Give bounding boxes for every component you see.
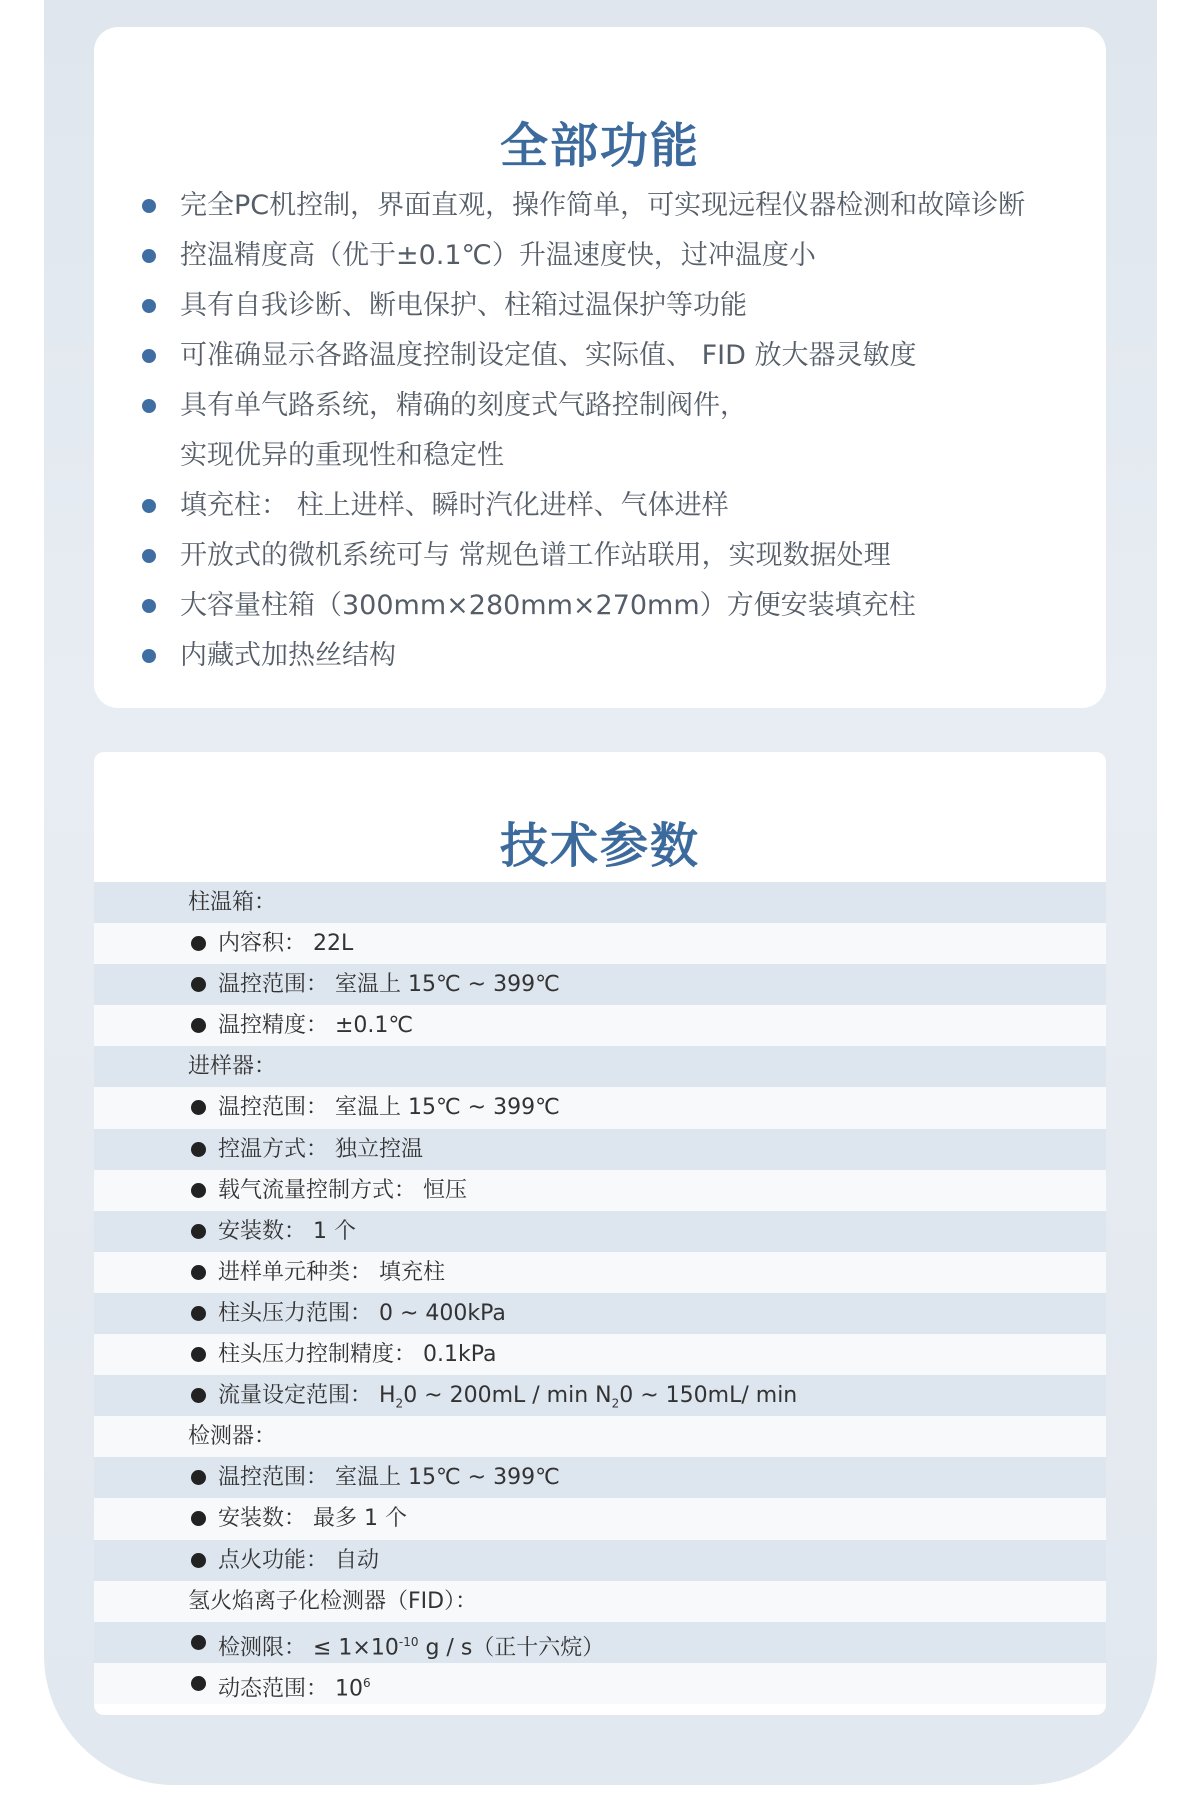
spec-row: 安装数： 最多 1 个: [94, 1498, 1106, 1539]
features-list: [142, 181, 1025, 681]
list-item: 具有自我诊断、断电保护、柱箱过温保护等功能: [142, 281, 1025, 331]
spec-row: 流量设定范围： $H_20$ ~ $200mL / \min N_20$ ~ 150mL/ min: [94, 1375, 1106, 1416]
spec-row: 点火功能： 自动: [94, 1540, 1106, 1581]
list-item: 完全PC机控制，界面直观，操作简单，可实现远程仪器检测和故障诊断: [142, 181, 1025, 231]
list-item: 具有单气路系统，精确的刻度式气路控制阀件，: [142, 381, 1025, 431]
bullet-icon: [142, 599, 156, 613]
spec-row: 温控范围： 室温上 15℃ ~ 399℃: [94, 1087, 1106, 1128]
spec-row: 温控范围： 室温上 15℃ ~ 399℃: [94, 964, 1106, 1005]
specs-title: 技术参数: [499, 818, 700, 874]
spec-row: 柱头压力范围： 0 ~ 400kPa: [94, 1293, 1106, 1334]
list-item: 大容量柱箱（300mm×280mm×270mm）方便安装填充柱: [142, 581, 1025, 631]
bullet-icon: [191, 1388, 206, 1403]
bullet-icon: [191, 1018, 206, 1033]
bullet-icon: [142, 249, 156, 263]
spec-group-header: 柱温箱：: [94, 882, 1106, 923]
list-item: 填充柱： 柱上进样、瞬时汽化进样、气体进样: [142, 481, 1025, 531]
bullet-icon: [191, 1100, 206, 1115]
features-card: [94, 27, 1106, 708]
bullet-icon: [191, 1553, 206, 1568]
bullet-icon: [142, 649, 156, 663]
specs-table: [94, 882, 1106, 1704]
spec-row: 温控范围： 室温上 15℃ ~ 399℃: [94, 1457, 1106, 1498]
bullet-icon: [191, 1306, 206, 1321]
spec-row: 动态范围： $10^6$: [94, 1663, 1106, 1704]
list-item: 可准确显示各路温度控制设定值、实际值、 FID 放大器灵敏度: [142, 331, 1025, 381]
bullet-icon: [191, 1470, 206, 1485]
features-title: 全部功能: [499, 118, 700, 174]
specs-card: [94, 752, 1106, 1715]
bullet-icon: [191, 1183, 206, 1198]
bullet-icon: [191, 977, 206, 992]
bullet-icon: [191, 1265, 206, 1280]
bullet-icon: [191, 1511, 206, 1526]
spec-group-header: 进样器：: [94, 1046, 1106, 1087]
spec-row: 控温方式： 独立控温: [94, 1129, 1106, 1170]
list-item: 开放式的微机系统可与 常规色谱工作站联用，实现数据处理: [142, 531, 1025, 581]
spec-row: 安装数： 1 个: [94, 1211, 1106, 1252]
bullet-icon: [142, 199, 156, 213]
bullet-icon: [191, 936, 206, 951]
bullet-icon: [142, 299, 156, 313]
spec-row: 温控精度： ±0.1℃: [94, 1005, 1106, 1046]
spec-row: 柱头压力控制精度： 0.1kPa: [94, 1334, 1106, 1375]
list-item: 控温精度高（优于±0.1℃）升温速度快，过冲温度小: [142, 231, 1025, 281]
bullet-icon: [191, 1224, 206, 1239]
spec-group-header: 检测器：: [94, 1416, 1106, 1457]
bullet-icon: [142, 499, 156, 513]
bullet-icon: [142, 349, 156, 363]
bullet-icon: [191, 1347, 206, 1362]
bullet-icon: [142, 549, 156, 563]
spec-row: 进样单元种类： 填充柱: [94, 1252, 1106, 1293]
spec-row: 检测限： ≤ $1\times 10^{-10}$ g / s（正十六烷）: [94, 1622, 1106, 1663]
list-item-continuation: 实现优异的重现性和稳定性: [180, 440, 504, 471]
list-item: 内藏式加热丝结构: [142, 631, 1025, 681]
bullet-icon: [191, 1676, 206, 1691]
bullet-icon: [142, 399, 156, 413]
spec-row: 内容积： 22L: [94, 923, 1106, 964]
spec-group-header: 氢火焰离子化检测器（FID）：: [94, 1581, 1106, 1622]
bullet-icon: [191, 1142, 206, 1157]
spec-row: 载气流量控制方式： 恒压: [94, 1170, 1106, 1211]
bullet-icon: [191, 1635, 206, 1650]
